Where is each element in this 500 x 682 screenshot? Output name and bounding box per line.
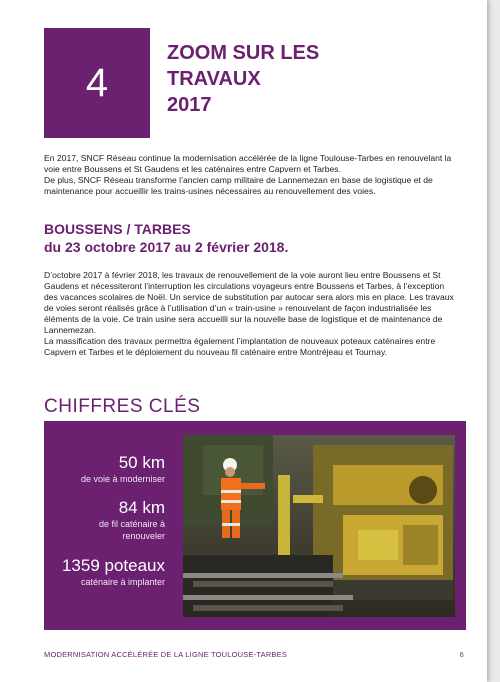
stat-value: 1359 poteaux	[61, 556, 165, 575]
section-number-box	[44, 28, 150, 138]
stat-value: 84 km	[118, 498, 165, 517]
body-text	[44, 270, 458, 358]
stat-item	[62, 556, 165, 588]
stat-item	[81, 453, 165, 485]
stat-label: renouveler	[122, 531, 165, 541]
worksite-photo-illustration	[183, 435, 455, 617]
stat-value: 50 km	[118, 453, 165, 472]
intro-text	[44, 153, 456, 197]
title-line-2: TRAVAUX	[167, 68, 261, 90]
page-title	[167, 40, 367, 118]
page-footer	[44, 650, 464, 659]
intro-paragraph: De plus, SNCF Réseau transforme l’ancien camp militaire de Lannemezan en base de logistique et de maintenance pour accueillir les trains-usines nécessaires au renouvellement des voies.	[44, 175, 433, 196]
stat-label: caténaire à implanter	[80, 577, 165, 587]
body-paragraph: D’octobre 2017 à février 2018, les travaux de renouvellement de la voie auront lieu entre Boussens et St Gaudens et nécessiteront l’interruption les circulations voyageurs entre Boussens et Tarbes, à l’exception des vacances scolaires de Noël. Un service de substitution par autocar sera alors mis en place. Les travaux de voies seront réalisés grâce à l’utilisation d’un « train-usine » renouvelant de façon industrialisée les éléments de la voie. Ce train usine sera accueilli sur la nouvelle base de logistique et de maintenance de Lannemezan.	[44, 270, 454, 335]
body-paragraph: La massification des travaux permettra également l’implantation de nouveaux poteaux caténaires entre Capvern et Tarbes et le déploiement du nouveau fil caténaire entre Montréjeau et Tournay.	[44, 336, 436, 357]
key-figures-heading: CHIFFRES CLÉS	[44, 396, 201, 417]
stat-label: de voie à moderniser	[80, 474, 165, 484]
section-title	[44, 220, 464, 256]
title-line-1: ZOOM SUR LES	[167, 42, 320, 64]
key-figures-panel	[44, 421, 466, 630]
section-title-line-2: du 23 octobre 2017 au 2 février 2018.	[44, 239, 289, 255]
intro-paragraph: En 2017, SNCF Réseau continue la modernisation accélérée de la ligne Toulouse-Tarbes en renouvelant la voie entre Boussens et St Gaudens et les caténaires entre Capvern et Tarbes.	[44, 153, 452, 174]
stats-column	[44, 421, 179, 630]
section-number: 4	[85, 60, 109, 105]
section-title-line-1: BOUSSENS / TARBES	[44, 221, 191, 237]
stat-item	[99, 498, 165, 542]
title-line-3: 2017	[167, 94, 212, 116]
footer-text: MODERNISATION ACCÉLÉRÉE DE LA LIGNE TOULOUSE-TARBES	[44, 650, 288, 659]
stat-label: de fil caténaire à	[98, 519, 165, 529]
worksite-photo	[183, 435, 455, 617]
page-number: 6	[459, 650, 464, 659]
